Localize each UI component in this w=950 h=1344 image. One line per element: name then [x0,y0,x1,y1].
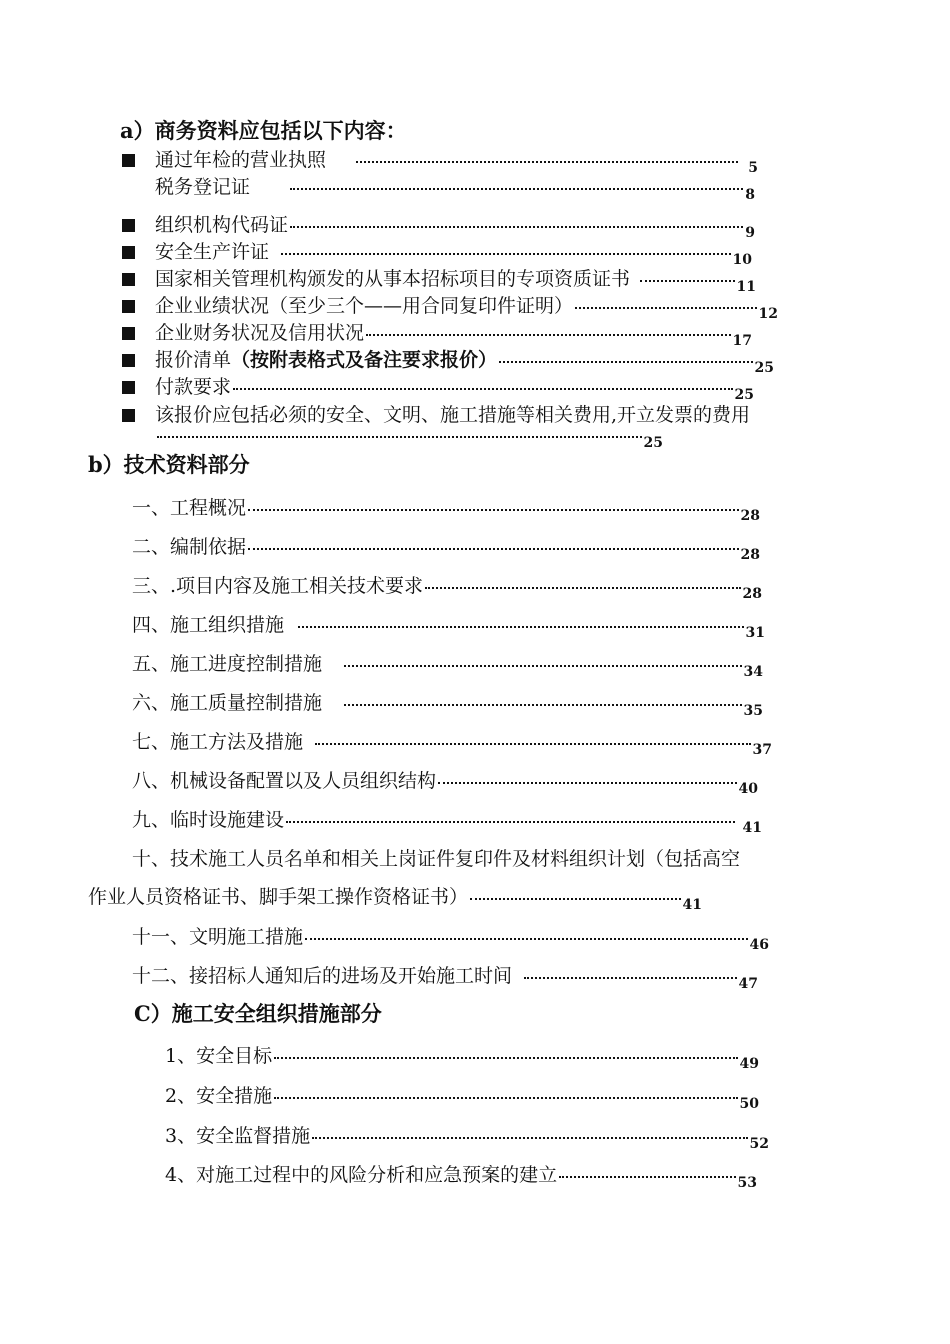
dot-leader [281,251,731,255]
dot-leader [499,359,752,363]
toc-entry-label: 十一、文明施工措施 [132,926,304,948]
toc-entry-label: 国家相关管理机构颁发的从事本招标项目的专项资质证书 [155,268,631,290]
toc-entry-label: 4、对施工过程中的风险分析和应急预案的建立 [165,1164,558,1186]
page-number: 25 [754,360,774,376]
toc-entry[interactable] [122,293,778,322]
toc-entry[interactable] [132,573,762,602]
section-b-title [88,452,250,478]
dot-leader [298,624,744,628]
toc-entry-label: 六、施工质量控制措施 [132,692,323,714]
section-c-title-text: C）施工安全组织措施部分 [134,1001,382,1026]
toc-entry-label: 三、.项目内容及施工相关技术要求 [132,575,424,597]
square-bullet-icon [122,246,135,259]
dot-leader [248,546,739,550]
toc-entry[interactable] [155,174,755,203]
toc-entry-label: 企业业绩状况（至少三个——用合同复印件证明） [155,295,574,317]
dot-leader [286,819,735,823]
toc-entry-label-continued: 作业人员资格证书、脚手架工操作资格证书） [88,886,469,908]
toc-entry[interactable] [165,1083,759,1112]
toc-entry[interactable] [132,963,758,992]
toc-entry[interactable] [122,266,756,295]
page-number: 28 [742,586,762,602]
page-number: 28 [740,508,760,524]
page-number: 49 [739,1056,759,1072]
toc-entry-label: 安全生产许证 [155,241,270,263]
toc-entry[interactable] [122,147,758,176]
page-number: 25 [643,435,663,451]
dot-leader [315,741,751,745]
toc-entry-label: 七、施工方法及措施 [132,731,304,753]
toc-entry[interactable] [122,374,754,403]
toc-entry[interactable] [132,534,760,563]
page-number: 5 [748,160,758,176]
dot-leader [274,1055,737,1059]
toc-entry-label: 该报价应包括必须的安全、文明、施工措施等相关费用,开立发票的费用 [155,404,751,426]
toc-entry-label: 报价清单 [155,349,232,371]
page-number: 50 [739,1096,759,1112]
page-number: 37 [752,742,772,758]
toc-entry[interactable] [132,651,763,680]
square-bullet-icon [122,354,135,367]
page-number: 11 [736,279,756,295]
square-bullet-icon [122,273,135,286]
dot-leader [470,896,681,900]
toc-entry-label: 企业财务状况及信用状况 [155,322,365,344]
toc-entry[interactable] [165,1123,769,1152]
page-number: 52 [749,1136,769,1152]
toc-entry-label: 付款要求 [155,376,232,398]
toc-entry[interactable] [132,495,760,524]
dot-leader [157,434,642,438]
toc-entry-label: 五、施工进度控制措施 [132,653,323,675]
page-number: 41 [742,820,762,836]
square-bullet-icon [122,409,135,422]
page-number: 47 [738,976,758,992]
dot-leader [559,1174,735,1178]
toc-entry[interactable] [122,239,752,268]
toc-entry[interactable] [132,612,765,641]
dot-leader [312,1135,747,1139]
dot-leader [575,305,757,309]
dot-leader [233,386,733,390]
toc-entry-label: 九、临时设施建设 [132,809,285,831]
square-bullet-icon [122,219,135,232]
toc-entry-label: 二、编制依据 [132,536,247,558]
dot-leader [438,780,737,784]
page-number: 53 [737,1175,757,1191]
toc-entry[interactable] [132,807,762,836]
toc-entry-label: 通过年检的营业执照 [155,149,327,171]
page-number: 31 [745,625,765,641]
page-number: 28 [740,547,760,563]
toc-entry-label: 2、安全措施 [165,1085,273,1107]
page-number: 34 [743,664,763,680]
toc-entry-label: 十二、接招标人通知后的进场及开始施工时间 [132,965,513,987]
section-a-title [120,118,407,144]
toc-entry-label: 十、技术施工人员名单和相关上岗证件复印件及材料组织计划（包括高空 [132,848,741,870]
square-bullet-icon [122,381,135,394]
page-number: 46 [749,937,769,953]
page-number: 35 [743,703,763,719]
page-number: 40 [738,781,758,797]
toc-entry-continuation [88,884,702,913]
dot-leader [356,159,738,163]
square-bullet-icon [122,300,135,313]
toc-entry[interactable] [132,846,740,872]
page-number: 17 [732,333,752,349]
dot-leader [344,702,742,706]
toc-entry[interactable] [132,729,772,758]
dot-leader [305,936,748,940]
toc-entry[interactable] [165,1162,757,1191]
toc-entry-label-bold: （按附表格式及备注要求报价） [231,349,498,371]
page-number: 25 [734,387,754,403]
toc-entry[interactable] [122,347,774,376]
section-b-title-text: b）技术资料部分 [88,452,250,477]
dot-leader [366,332,731,336]
section-c-title [134,1001,382,1027]
toc-entry-label: 1、安全目标 [165,1045,273,1067]
dot-leader [425,585,740,589]
page-number: 9 [745,225,755,241]
page-number: 10 [732,252,752,268]
page-number: 8 [745,187,755,203]
toc-entry-label: 税务登记证 [155,176,251,198]
page-number: 41 [682,897,702,913]
toc-entry[interactable] [122,212,755,241]
dot-leader [274,1095,737,1099]
dot-leader [290,186,743,190]
square-bullet-icon [122,154,135,167]
toc-entry-label: 八、机械设备配置以及人员组织结构 [132,770,437,792]
toc-entry-continuation [155,424,663,450]
toc-entry[interactable] [132,690,763,719]
dot-leader [248,507,739,511]
dot-leader [290,224,743,228]
dot-leader [524,975,737,979]
page-number: 12 [758,306,778,322]
toc-entry[interactable] [132,768,758,797]
toc-entry[interactable] [122,320,752,349]
toc-entry-label: 3、安全监督措施 [165,1125,311,1147]
toc-entry[interactable] [132,924,769,953]
toc-entry[interactable] [165,1043,759,1072]
dot-leader [344,663,742,667]
square-bullet-icon [122,327,135,340]
toc-entry-label: 一、工程概况 [132,497,247,519]
dot-leader [640,278,735,282]
section-a-title-text: a）商务资料应包括以下内容： [120,118,407,143]
toc-entry-label: 组织机构代码证 [155,214,289,236]
toc-entry-label: 四、施工组织措施 [132,614,285,636]
